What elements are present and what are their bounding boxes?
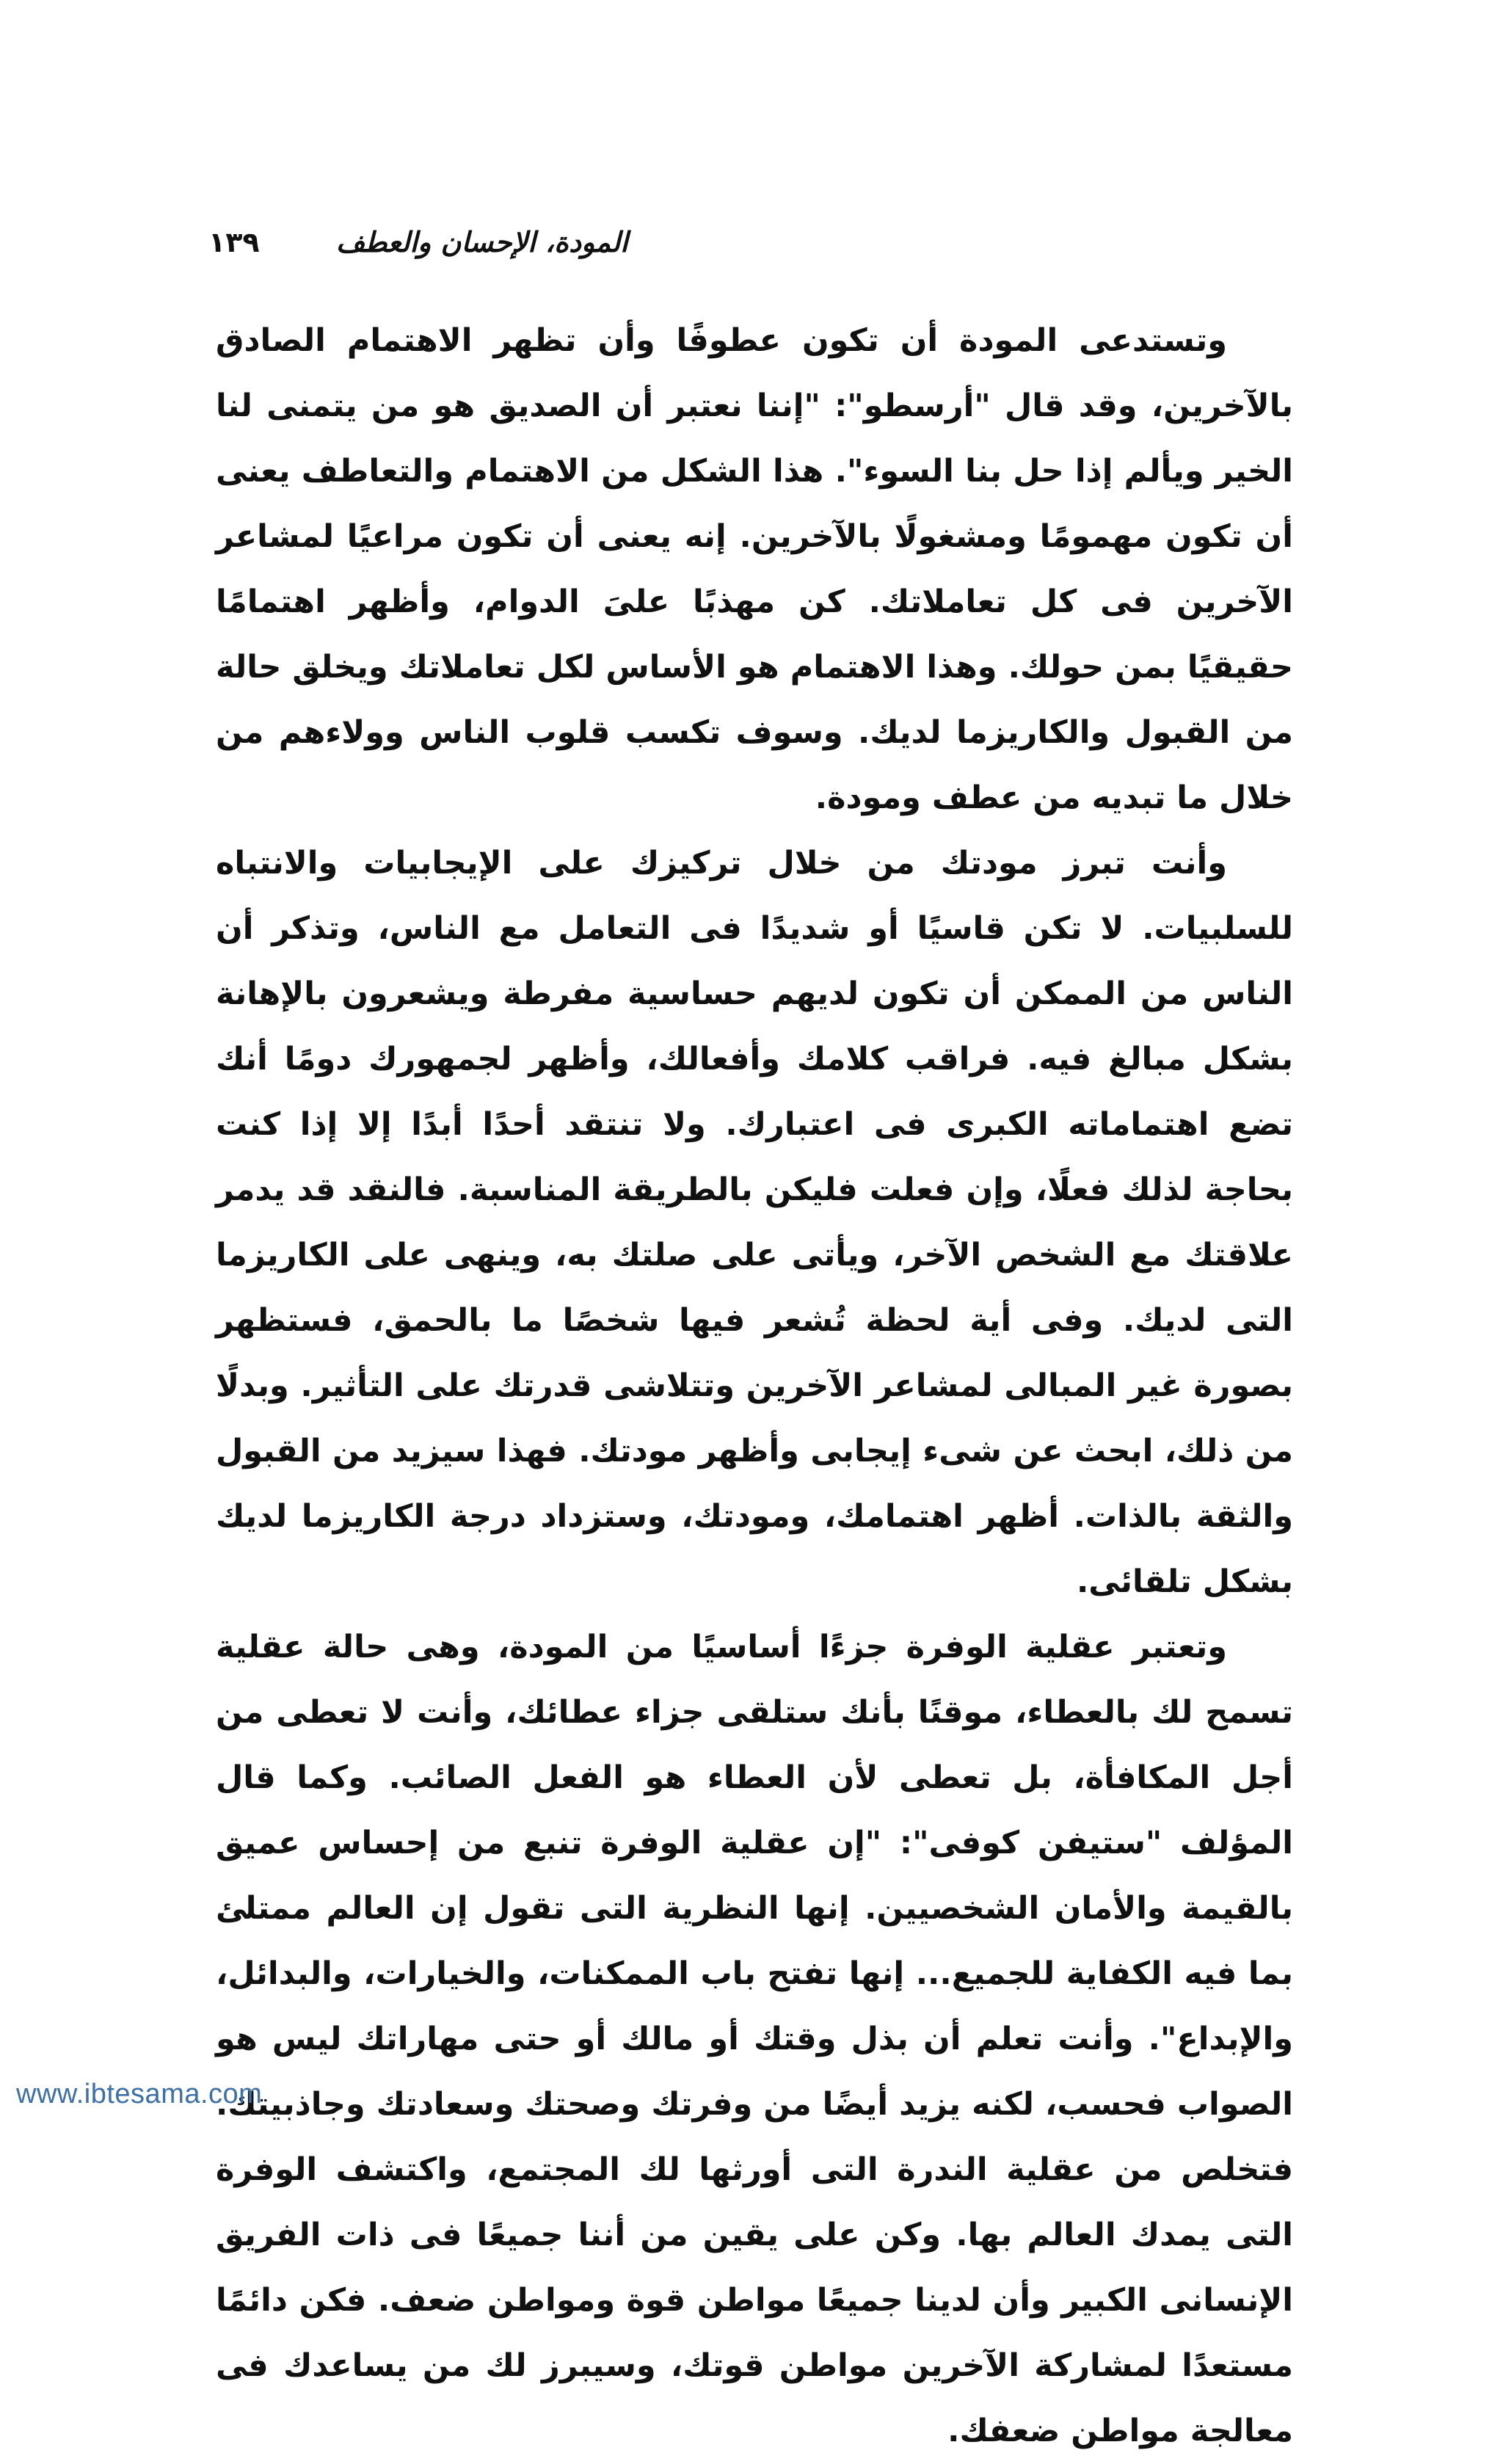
paragraph-2: وأنت تبرز مودتك من خلال تركيزك على الإيجابيات والانتباه للسلبيات. لا تكن قاسيًا أو شديدًا فى التعامل مع الناس، وتذكر أن الناس من الممكن أن تكون لديهم حساسية مفرطة ويشعرون بالإهانة بشكل مبالغ فيه. فراقب كلامك وأفعالك، وأظهر لجمهورك دومًا أنك تضع اهتماماته الكبرى فى اعتبارك. ولا تنتقد أحدًا أبدًا إلا إذا كنت بحاجة لذلك فعلًا، وإن فعلت فليكن بالطريقة المناسبة. فالنقد قد يدمر علاقتك مع الشخص الآخر، ويأتى على صلتك به، وينهى على الكاريزما التى لديك. وفى أية لحظة تُشعر فيها شخصًا ما بالحمق، فستظهر بصورة غير المبالى لمشاعر الآخرين وتتلاشى قدرتك على التأثير. وبدلًا من ذلك، ابحث عن شىء إيجابى وأظهر مودتك. فهذا سيزيد من القبول والثقة بالذات. أظهر اهتمامك، ومودتك، وستزداد درجة الكاريزما لديك بشكل تلقائى. [216, 845, 1293, 1600]
body-text [216, 308, 1293, 2464]
paragraph-3: وتعتبر عقلية الوفرة جزءًا أساسيًا من المودة، وهى حالة عقلية تسمح لك بالعطاء، موقنًا بأنك ستلقى جزاء عطائك، وأنت لا تعطى من أجل المكافأة، بل تعطى لأن العطاء هو الفعل الصائب. وكما قال المؤلف "ستيفن كوفى": "إن عقلية الوفرة تنبع من إحساس عميق بالقيمة والأمان الشخصيين. إنها النظرية التى تقول إن العالم ممتلئ بما فيه الكفاية للجميع... إنها تفتح باب الممكنات، والخيارات، والبدائل، والإبداع". وأنت تعلم أن بذل وقتك أو مالك أو حتى مهاراتك ليس هو الصواب فحسب، لكنه يزيد أيضًا من وفرتك وصحتك وسعادتك وجاذبيتك. فتخلص من عقلية الندرة التى أورثها لك المجتمع، واكتشف الوفرة التى يمدك العالم بها. وكن على يقين من أننا جميعًا فى ذات الفريق الإنسانى الكبير وأن لدينا جميعًا مواطن قوة ومواطن ضعف. فكن دائمًا مستعدًا لمشاركة الآخرين مواطن قوتك، وسيبرز لك من يساعدك فى معالجة مواطن ضعفك. [216, 1629, 1293, 2449]
page-header [189, 226, 1299, 270]
paragraph-1: وتستدعى المودة أن تكون عطوفًا وأن تظهر الاهتمام الصادق بالآخرين، وقد قال "أرسطو": "إننا نعتبر أن الصديق هو من يتمنى لنا الخير ويألم إذا حل بنا السوء". هذا الشكل من الاهتمام والتعاطف يعنى أن تكون مهمومًا ومشغولًا بالآخرين. إنه يعنى أن تكون مراعيًا لمشاعر الآخرين فى كل تعاملاتك. كن مهذبًا علىَ الدوام، وأظهر اهتمامًا حقيقيًا بمن حولك. وهذا الاهتمام هو الأساس لكل تعاملاتك ويخلق حالة من القبول والكاريزما لديك. وسوف تكسب قلوب الناس وولاءهم من خلال ما تبديه من عطف ومودة. [216, 322, 1293, 816]
page-number: ١٣٩ [208, 226, 260, 258]
site-watermark: www.ibtesama.com [16, 2079, 263, 2109]
running-title: المودة، الإحسان والعطف [336, 226, 628, 258]
